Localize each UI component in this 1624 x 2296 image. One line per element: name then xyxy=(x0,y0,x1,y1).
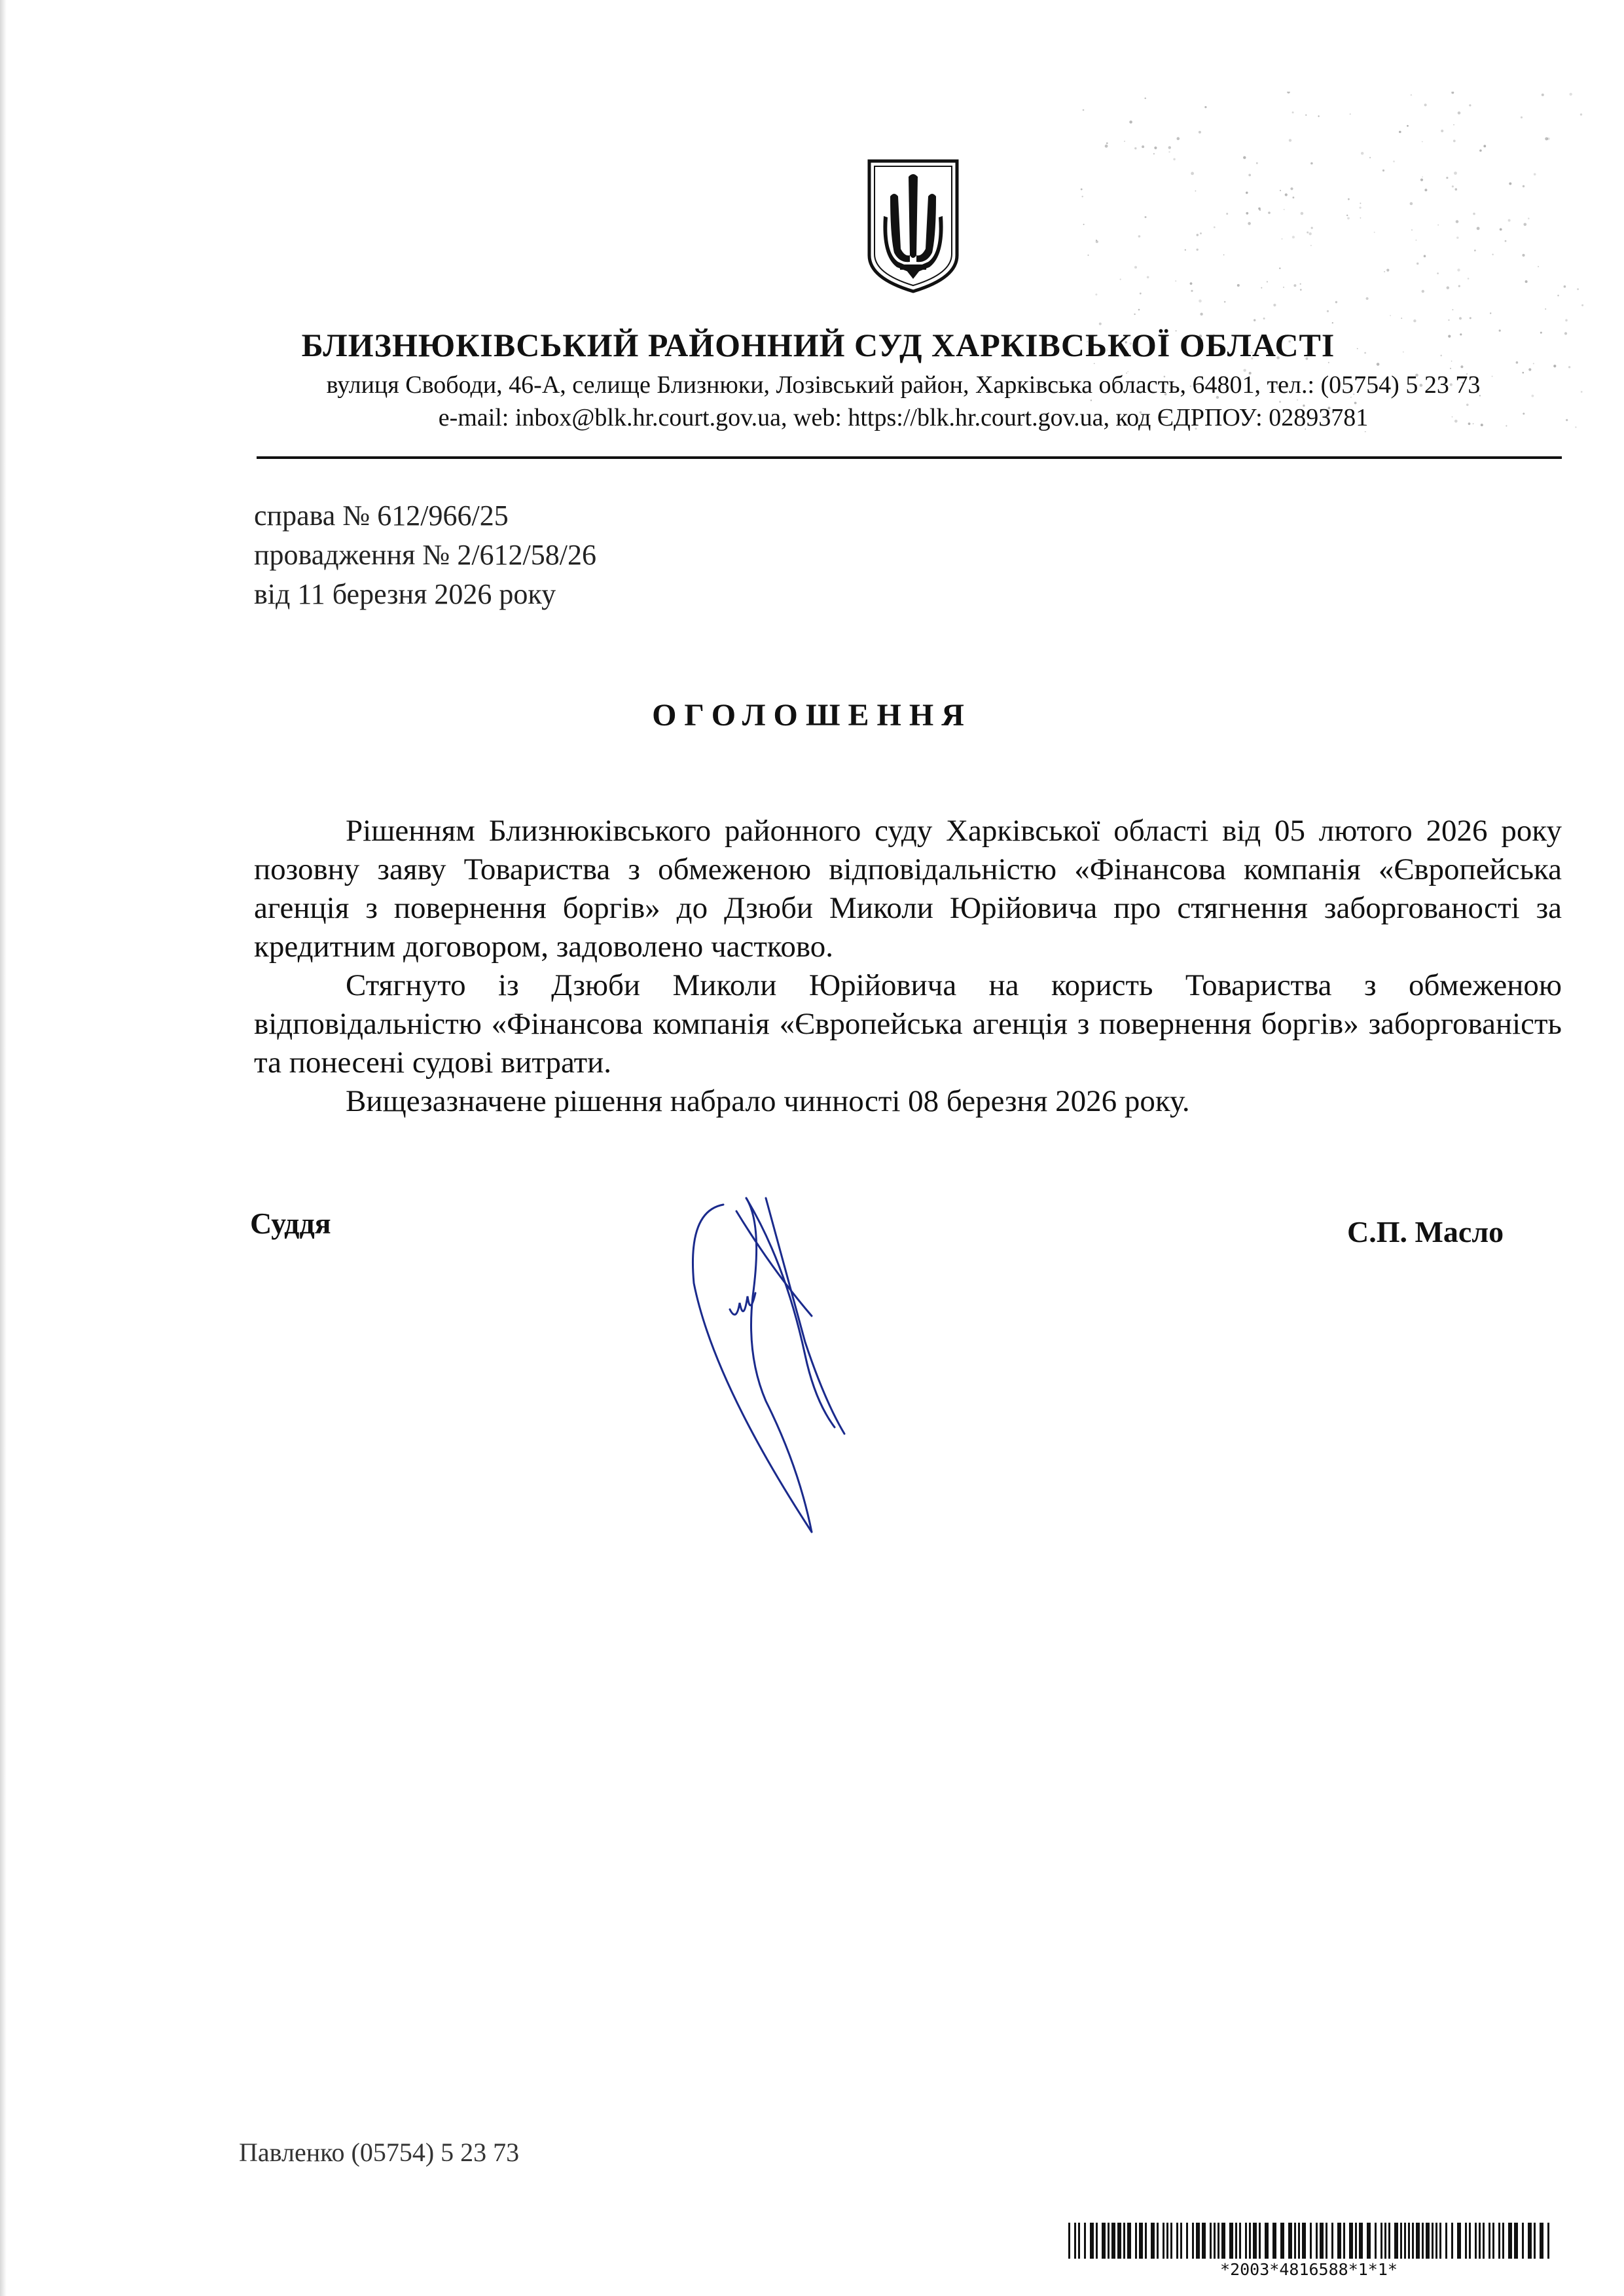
paragraph-effective: Вищезазначене рішення набрало чинності 08 березня 2026 року. xyxy=(346,1084,1190,1118)
barcode xyxy=(1068,2223,1549,2259)
barcode-text: *2003*4816588*1*1* xyxy=(1220,2260,1398,2279)
paragraph-recovery: Стягнуто із Дзюби Миколи Юрійовича на користь Товариства з обмеженою відповідальністю «Фінансова компанія «Європейська агенція з повернення боргів» заборгованість та понесені судові витрати. xyxy=(254,968,1562,1080)
coat-of-arms-icon xyxy=(864,157,962,295)
court-address: вулиця Свободи, 46-А, селище Близнюки, Лозівський район, Харківська область, 64801, тел.: (05754) 5 23 73 xyxy=(326,371,1481,399)
paragraph-decision: Рішенням Близнюківського районного суду Харківської області від 05 лютого 2026 року позовну заяву Товариства з обмеженою відповідальністю «Фінансова компанія «Європейська агенція з повернення боргів» до Дзюби Миколи Юрійовича про стягнення заборгованості за кредитним договором, задоволено частково. xyxy=(254,814,1562,964)
executor-contact: Павленко (05754) 5 23 73 xyxy=(239,2138,520,2167)
judge-name: С.П. Масло xyxy=(1347,1215,1504,1248)
proceeding-number: провадження № 2/612/58/26 xyxy=(254,539,596,571)
case-date: від 11 березня 2026 року xyxy=(254,578,556,610)
case-reference xyxy=(254,496,596,614)
case-number: справа № 612/966/25 xyxy=(254,500,509,532)
announcement-body xyxy=(254,812,1562,1121)
document-title: ОГОЛОШЕННЯ xyxy=(652,698,972,733)
handwritten-signature xyxy=(674,1185,864,1539)
court-contacts: e-mail: inbox@blk.hr.court.gov.ua, web: https://blk.hr.court.gov.ua, код ЄДРПОУ: 02893781 xyxy=(438,404,1369,431)
judge-label: Суддя xyxy=(250,1207,331,1240)
scan-edge-shadow xyxy=(0,0,7,2296)
court-name: БЛИЗНЮКІВСЬКИЙ РАЙОННИЙ СУД ХАРКІВСЬКОЇ ОБЛАСТІ xyxy=(301,327,1335,363)
header-divider xyxy=(257,456,1562,459)
